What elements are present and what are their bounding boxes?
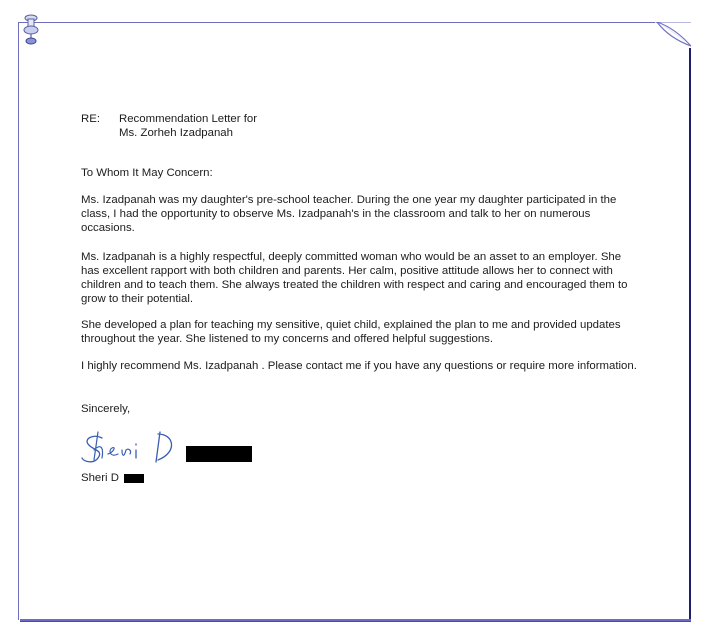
paragraph-1: Ms. Izadpanah was my daughter's pre-school teacher. During the one year my daughter participated in the class, I had the opportunity to observe Ms. Izadpanah's in the classroom and talk to her on numerous occasions. xyxy=(81,194,617,234)
paragraph-3: She developed a plan for teaching my sensitive, quiet child, explained the plan to me and provided updates throughout the year. She listened to my concerns and offered helpful suggestions. xyxy=(81,319,621,345)
signature-name: Sheri D xyxy=(81,472,119,484)
handwritten-signature xyxy=(78,424,198,468)
paragraph-2: Ms. Izadpanah is a highly respectful, deeply committed woman who would be an asset to an employer. She has excellent rapport with both children and parents. Her calm, positive attitude allows her to connect with children and to teach them. She always treated the children with respect and caring and encouraged them to grow to their potential. xyxy=(81,251,628,305)
page-curl-icon xyxy=(655,22,691,48)
paragraph-4: I highly recommend Ms. Izadpanah . Please contact me if you have any questions or require more information. xyxy=(81,360,637,372)
closing: Sincerely, xyxy=(81,403,131,415)
redaction-surname xyxy=(124,474,144,483)
re-subject-line-2: Ms. Zorheh Izadpanah xyxy=(119,127,233,139)
page-shadow-bottom xyxy=(20,619,691,621)
re-label: RE: xyxy=(81,113,100,125)
pushpin-icon xyxy=(22,14,40,48)
page-shadow-right xyxy=(689,42,691,620)
salutation: To Whom It May Concern: xyxy=(81,167,213,179)
redaction-signature xyxy=(186,446,252,462)
re-subject-line-1: Recommendation Letter for xyxy=(119,113,258,125)
